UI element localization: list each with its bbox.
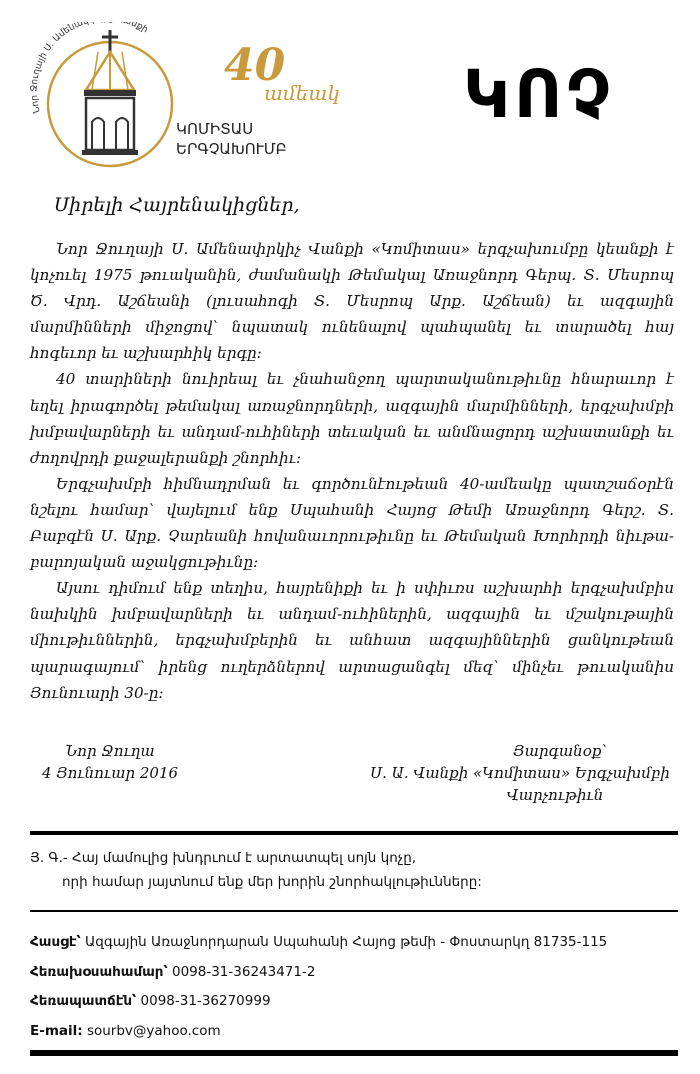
paragraph: Երգչախմբի հիմնադրման եւ գործունէութեան 40-ամեակը պատշաճօրէն նշելու համար՝ վայելում ենք Սպահանի Հայոց Թեմի Առաջնորդ Գերշ. Տ. Բաբգէն Ս. Արք. Չարեանի հովանաւորութիւնը եւ Թեմական Խորհրդի նիւթա-բարոյական աջակցութիւնը:: [30, 474, 674, 572]
svg-text:Նոր Ջուղայի Ս. Ամենափրկիչ Վանք: Նոր Ջուղայի Ս. Ամենա նքի: [29, 22, 150, 115]
svg-text:ամեակ: ամեակ: [264, 81, 340, 105]
church-emblem-icon: [26, 22, 366, 172]
divider: [30, 831, 678, 835]
postscript: [30, 846, 670, 894]
divider: [30, 1050, 678, 1056]
address-row: Հասցէ՝ Ազգային Առաջնորդարան Սպահանի Հայոց թեմի - Փոստարկղ 81735-115: [30, 934, 608, 950]
postscript-line: Յ. Գ.- Հայ մամուլից խնդրւում է արտատպել սոյն կոչը,: [30, 850, 417, 866]
email-row[interactable]: E-mail: sourbv@yahoo.com: [30, 1022, 221, 1039]
greeting: Սիրելի Հայրենակիցներ,: [54, 194, 300, 216]
place: Նոր Ջուղա: [65, 742, 155, 760]
divider: [30, 910, 678, 912]
document-title: ԿՈՉ: [462, 56, 616, 133]
svg-text:ԵՐԳՉԱԽՈՒՄԲ: ԵՐԳՉԱԽՈՒՄԲ: [176, 140, 287, 158]
date: 4 Յունուար 2016: [41, 764, 179, 782]
phone-row: Հեռախօսահամար՝ 0098-31-36243471-2: [30, 963, 316, 980]
contact-info: [30, 928, 670, 1046]
signature-block: [355, 740, 685, 806]
place-date: [30, 740, 190, 784]
regards: Յարգանօք՝: [513, 742, 607, 760]
postscript-line: որի համար յայտնում ենք մեր խորին շնորհակլութիւնները:: [62, 874, 482, 890]
svg-text:ԿՈՄԻՏԱՍ: ԿՈՄԻՏԱՍ: [176, 120, 254, 138]
svg-text:40: 40: [224, 40, 286, 91]
choir-logo: [26, 22, 366, 172]
paragraph: Նոր Ջուղայի Ս. Ամենափրկիչ Վանքի «Կոմիտաս» երգչախումբը կեանքի է կոչուել 1975 թուականին, ժամանակի Թեմակալ Առաջնորդ Գերպ. Տ. Մեսրոպ Ծ. Վրդ. Աշճեանի (լուսահոգի Տ. Մեսրոպ Արք. Աշճեան) եւ ազգային մարմինների միջոցով՝ նպատակ ունենալով պահպանել եւ տարածել հայ հոգեւոր եւ աշխարհիկ երգը:: [30, 240, 674, 363]
paragraph: Այսու դիմում ենք տեղիս, հայրենիքի եւ ի սփիւռս աշխարհի երգչախմբիս նախկին խմբավարների եւ անդամ-ուհիներին, ազգային եւ մշակութային միութիւններին, երգչախմբերին եւ անհատ ազգայիններին ցանկութեան պարագայում՝ իրենց ուղերձներով արտացանգել մեզ՝ մինչեւ թուականիս Յունուարի 30-ը:: [30, 579, 674, 702]
signature-line: Վարչութիւն: [506, 786, 604, 804]
signature-line: Ս. Ա. Վանքի «Կոմիտաս» Երգչախմբի: [370, 764, 670, 782]
letter-body: [30, 236, 674, 706]
fax-row: Հեռապատճէն՝ 0098-31-36270999: [30, 993, 271, 1009]
paragraph: 40 տարիների նուիրեալ եւ չնահանջող պարտականութիւնը հնարաւոր է եղել իրագործել թեմակալ առաջնորդների, ազգային մարմինների, երգչախմբի խմբավարների եւ անդամ-ուհիների տեւական եւ անմնացորդ աշխատանքի եւ ժողովրդի քաջալերանքի շնորհիւ:: [30, 370, 674, 467]
